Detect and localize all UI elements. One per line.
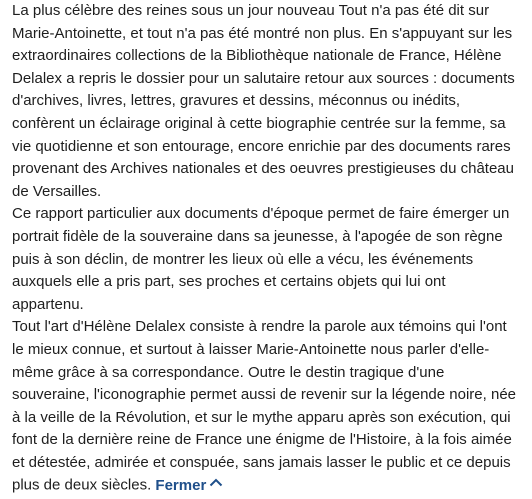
description-paragraph-3-text: Tout l'art d'Hélène Delalex consiste à rendre la parole aux témoins qui l'ont le mieux connue, et surtout à laisser Marie-Antoinette nous parler d'elle-même grâce à sa correspondance. Outre le destin tragique d'une souveraine, l'iconographie permet aussi de revenir sur la légende noire, née à la veille de la Révolution, et sur le mythe apparu après son exécution, qui font de la dernière reine de France une énigme de l'Histoire, à la fois aimée et détestée, admirée et conspuée, sans jamais lasser le public et ce depuis plus de deux siècles. <box>12 318 517 494</box>
close-description-label: Fermer <box>155 476 207 494</box>
close-description-button[interactable] <box>155 477 223 494</box>
chevron-up-icon <box>209 472 223 495</box>
description-paragraph-2: Ce rapport particulier aux documents d'époque permet de faire émerger un portrait fidèle de la souveraine dans sa jeunesse, à l'apogée de son règne puis à son déclin, de montrer les lieux où elle a vécu, les événements auxquels elle a pris part, ses proches et certains objets qui lui ont appartenu. <box>12 205 510 313</box>
description-paragraph-3 <box>12 316 518 497</box>
description-paragraph-1: La plus célèbre des reines sous un jour nouveau Tout n'a pas été dit sur Marie-Antoinette, et tout n'a pas été montré non plus. En s'appuyant sur les extraordinaires collections de la Bibliothèque nationale de France, Hélène Delalex a repris le dossier pour un salutaire retour aux sources : documents d'archives, livres, lettres, gravures et dessins, méconnus ou inédits, confèrent un éclairage original à cette biographie centrée sur la femme, sa vie quotidienne et son entourage, encore enrichie par des documents rares provenant des Archives nationales et des oeuvres prestigieuses du château de Versailles. <box>12 2 515 200</box>
product-description <box>12 0 518 497</box>
